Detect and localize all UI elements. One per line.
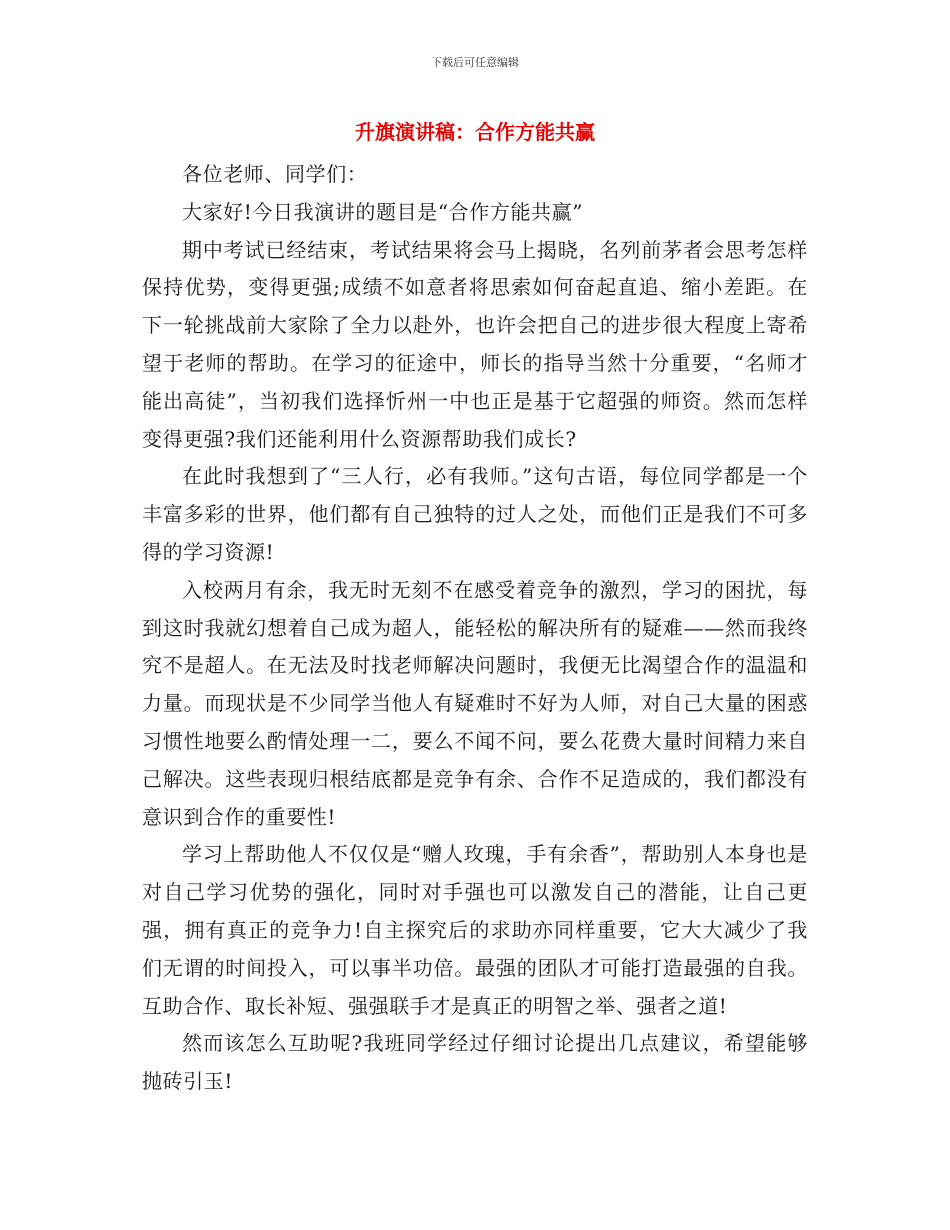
- paragraph-salutation: 各位老师、同学们：: [182, 162, 368, 186]
- document-body: [142, 156, 808, 1101]
- paragraph: 期中考试已经结束，考试结果将会马上揭晓，名列前茅者会思考怎样保持优势，变得更强;成绩不如意者将思索如何奋起直追、缩小差距。在下一轮挑战前大家除了全力以赴外，也许会把自己的进步很大程度上寄希望于老师的帮助。在学习的征途中，师长的指导当然十分重要，“名师才能出高徒”，当初我们选择忻州一中也正是基于它超强的师资。然而怎样变得更强?我们还能利用什么资源帮助我们成长?: [142, 237, 808, 451]
- paragraph-greeting: 大家好!今日我演讲的题目是“合作方能共赢”: [182, 199, 584, 224]
- paragraph: 然而该怎么互助呢?我班同学经过仔细讨论提出几点建议，希望能够抛砖引玉!: [142, 1031, 808, 1094]
- paragraph: 学习上帮助他人不仅仅是“赠人玫瑰，手有余香”，帮助别人本身也是对自己学习优势的强化，同时对手强也可以激发自己的潜能，让自己更强，拥有真正的竞争力!自主探究后的求助亦同样重要，它大大减少了我们无谓的时间投入，可以事半功倍。最强的团队才可能打造最强的自我。互助合作、取长补短、强强联手才是真正的明智之举、强者之道!: [142, 842, 808, 1018]
- paragraph: 在此时我想到了“三人行，必有我师。”这句古语，每位同学都是一个丰富多彩的世界，他们都有自己独特的过人之处，而他们正是我们不可多得的学习资源!: [142, 464, 808, 564]
- paragraph: 入校两月有余，我无时无刻不在感受着竞争的激烈，学习的困扰，每到这时我就幻想着自己成为超人，能轻松的解决所有的疑难——然而我终究不是超人。在无法及时找老师解决问题时，我便无比渴望合作的温温和力量。而现状是不少同学当他人有疑难时不好为人师，对自己大量的困惑习惯性地要么酌情处理一二，要么不闻不问，要么花费大量时间精力来自己解决。这些表现归根结底都是竞争有余、合作不足造成的，我们都没有意识到合作的重要性!: [142, 577, 808, 829]
- header-note: 下载后可任意编辑: [431, 56, 519, 69]
- document-title: 升旗演讲稿：合作方能共赢: [355, 120, 595, 144]
